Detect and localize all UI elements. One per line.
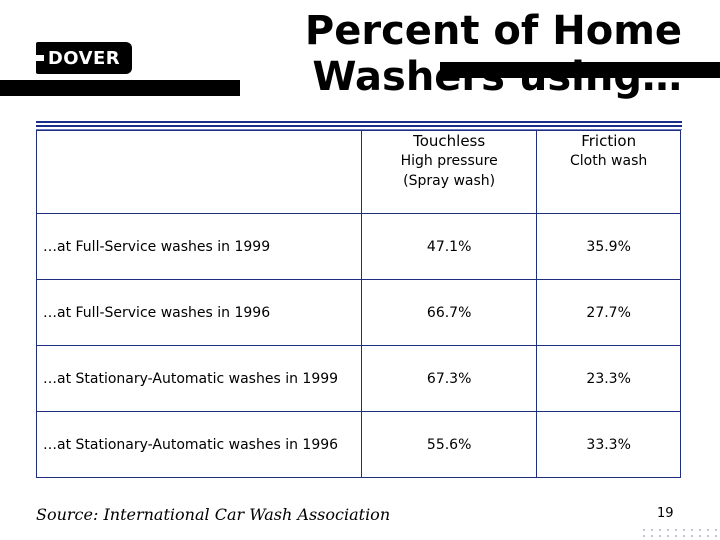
touchless-value: 67.3% (362, 346, 537, 412)
row-label: …at Stationary-Automatic washes in 1999 (37, 346, 362, 412)
logo-notch (36, 55, 44, 61)
friction-value: 27.7% (537, 280, 681, 346)
table-row (37, 412, 681, 478)
header-empty-cell (37, 131, 362, 214)
touchless-value: 47.1% (362, 214, 537, 280)
page-number: 19 (657, 506, 674, 521)
row-label: …at Full-Service washes in 1996 (37, 280, 362, 346)
header-friction-title: Friction (581, 132, 637, 150)
friction-value: 33.3% (537, 412, 681, 478)
header-touchless (362, 131, 537, 214)
header-touchless-title: Touchless (413, 132, 486, 150)
divider-rule-2 (36, 125, 682, 127)
friction-value: 35.9% (537, 214, 681, 280)
dover-logo (36, 42, 132, 74)
header-friction (537, 131, 681, 214)
friction-value: 23.3% (537, 346, 681, 412)
divider-rule-1 (36, 121, 682, 123)
table-row (37, 214, 681, 280)
title-line-1: Percent of Home (304, 8, 682, 54)
dot-pattern (640, 527, 720, 540)
title-line-2: Washers using… (312, 54, 682, 100)
header-touchless-sub1: High pressure (400, 153, 498, 169)
washer-table (36, 130, 681, 478)
table-header-row (37, 131, 681, 214)
table-row (37, 280, 681, 346)
decorative-bar-left (0, 80, 240, 96)
touchless-value: 55.6% (362, 412, 537, 478)
row-label: …at Full-Service washes in 1999 (37, 214, 362, 280)
slide-title (305, 8, 682, 100)
touchless-value: 66.7% (362, 280, 537, 346)
table-row (37, 346, 681, 412)
header-touchless-sub2: (Spray wash) (403, 173, 496, 189)
row-label: …at Stationary-Automatic washes in 1996 (37, 412, 362, 478)
header-friction-sub1: Cloth wash (570, 153, 648, 169)
source-citation: Source: International Car Wash Association (36, 505, 391, 524)
logo-text: DOVER (47, 47, 121, 69)
